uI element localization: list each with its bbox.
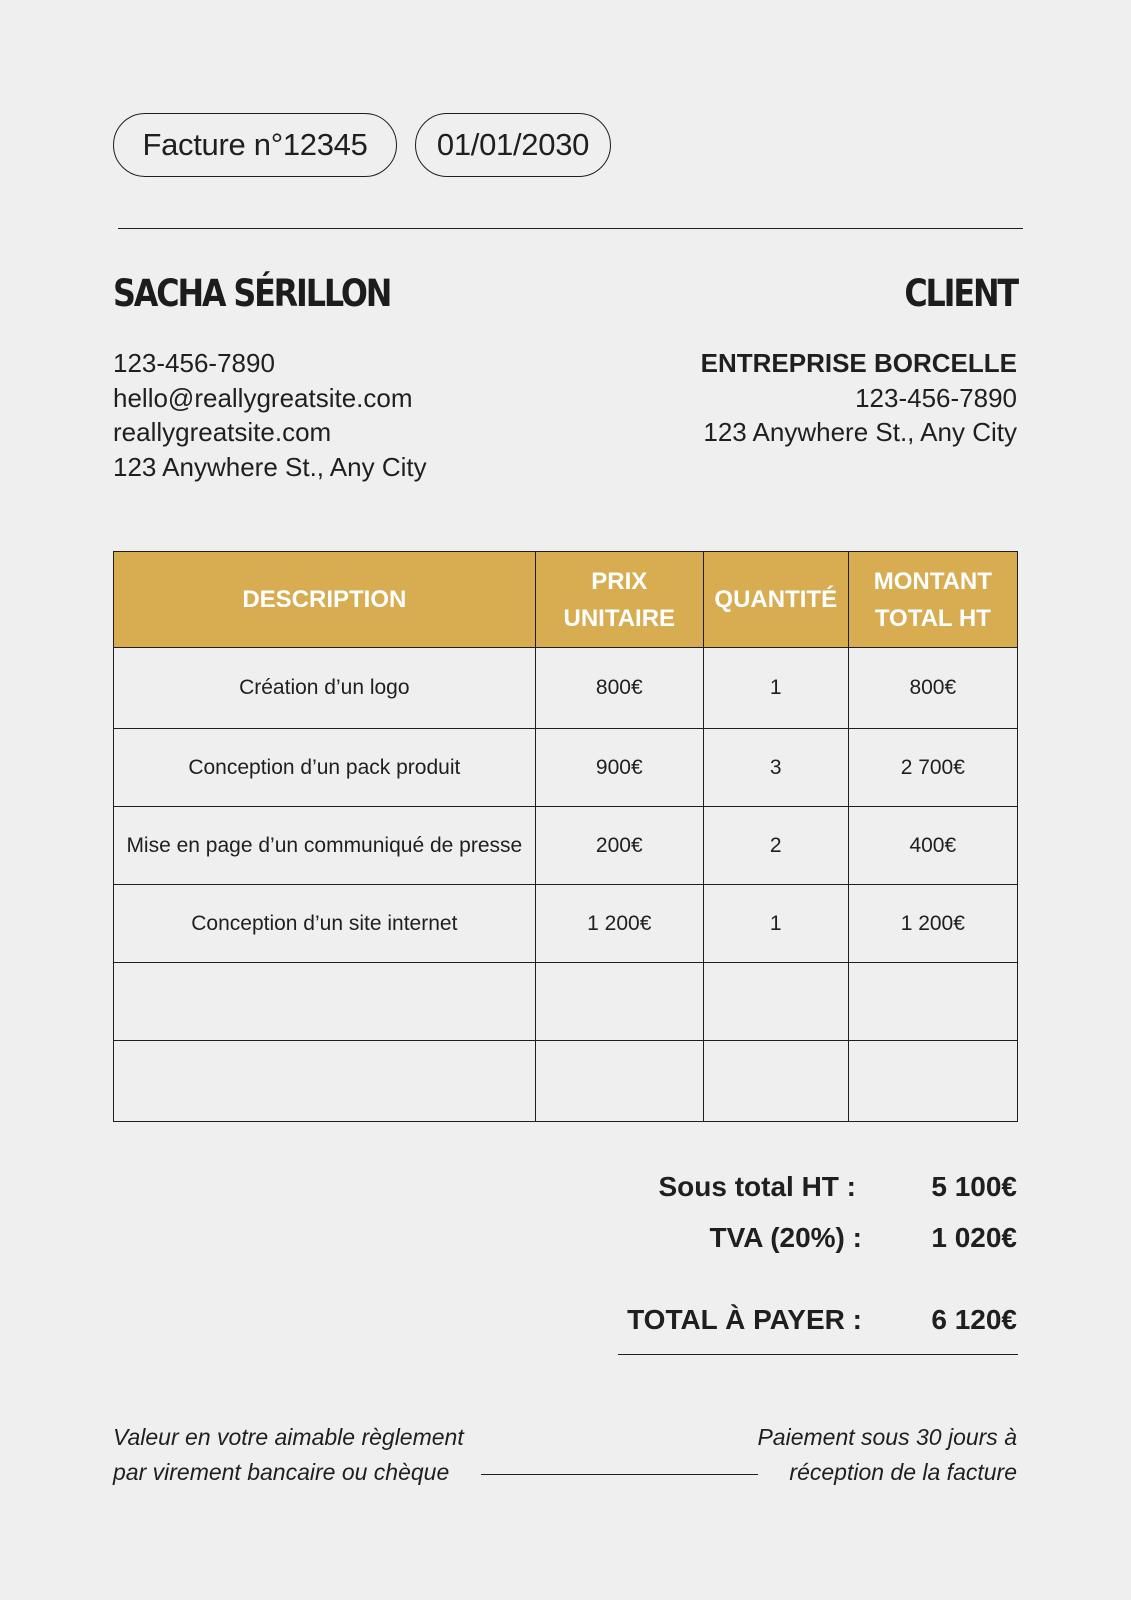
client-phone: 123-456-7890 [855, 382, 1017, 413]
cell-unit-price [535, 1041, 703, 1122]
total-underline [618, 1354, 1018, 1355]
cell-quantity [703, 1041, 848, 1122]
cell-description: Création d’un logo [114, 648, 536, 729]
column-header-description [114, 552, 536, 648]
sender-phone: 123-456-7890 [113, 348, 275, 378]
cell-unit-price: 800€ [535, 648, 703, 729]
cell-quantity: 2 [703, 807, 848, 885]
cell-total: 2 700€ [848, 729, 1017, 807]
payment-terms-line1: Paiement sous 30 jours à [757, 1424, 1017, 1450]
cell-total: 800€ [848, 648, 1017, 729]
table-row [114, 885, 1018, 963]
column-header-quantity-label: QUANTITÉ [714, 586, 838, 613]
payment-terms-note [757, 1420, 1017, 1490]
payment-method-line1: Valeur en votre aimable règlement [113, 1424, 464, 1450]
invoice-date-badge [415, 113, 611, 177]
client-company: ENTREPRISE BORCELLE [700, 348, 1017, 378]
cell-description: Conception d’un site internet [114, 885, 536, 963]
table-row [114, 807, 1018, 885]
column-header-total-line1: MONTANT [873, 567, 992, 595]
table-row [114, 648, 1018, 729]
cell-total: 400€ [848, 807, 1017, 885]
cell-quantity [703, 963, 848, 1041]
invoice-items-table [113, 551, 1018, 1122]
cell-unit-price: 900€ [535, 729, 703, 807]
cell-unit-price: 200€ [535, 807, 703, 885]
invoice-number: Facture n°12345 [142, 127, 368, 162]
tva-value: 1 020€ [931, 1222, 1017, 1253]
cell-unit-price [535, 963, 703, 1041]
payment-method-note [113, 1420, 464, 1490]
tva-label: TVA (20%) : [709, 1222, 862, 1253]
cell-description: Mise en page d’un communiqué de presse [114, 807, 536, 885]
column-header-unit-price-line1: PRIX [591, 567, 648, 595]
client-address: 123 Anywhere St., Any City [703, 417, 1017, 447]
cell-description [114, 1041, 536, 1122]
grand-total-label: TOTAL À PAYER : [627, 1304, 862, 1335]
column-header-description-label: DESCRIPTION [242, 586, 407, 613]
column-header-quantity [703, 552, 848, 648]
table-row [114, 1041, 1018, 1122]
table-header-row [114, 552, 1018, 648]
invoice-date: 01/01/2030 [436, 127, 590, 162]
sender-email: hello@reallygreatsite.com [113, 382, 413, 413]
table-row [114, 963, 1018, 1041]
column-header-unit-price [535, 552, 703, 648]
invoice-number-badge [113, 113, 397, 177]
payment-method-line2: par virement bancaire ou chèque [113, 1459, 450, 1485]
subtotal-value: 5 100€ [931, 1171, 1017, 1202]
cell-unit-price: 1 200€ [535, 885, 703, 963]
footer-divider [481, 1474, 758, 1475]
cell-description: Conception d’un pack produit [114, 729, 536, 807]
header-divider [118, 228, 1023, 229]
client-title: CLIENT [904, 272, 1017, 315]
column-header-unit-price-line2: UNITAIRE [563, 604, 676, 632]
cell-quantity: 1 [703, 885, 848, 963]
table-row [114, 729, 1018, 807]
cell-description [114, 963, 536, 1041]
sender-info [113, 346, 427, 484]
grand-total-value: 6 120€ [931, 1304, 1017, 1335]
column-header-total-line2: TOTAL HT [874, 604, 991, 632]
sender-name: SACHA SÉRILLON [113, 272, 391, 315]
cell-total [848, 963, 1017, 1041]
cell-quantity: 3 [703, 729, 848, 807]
sender-address: 123 Anywhere St., Any City [113, 451, 427, 482]
client-info [701, 346, 1017, 450]
cell-total: 1 200€ [848, 885, 1017, 963]
sender-website: reallygreatsite.com [113, 417, 332, 447]
cell-quantity: 1 [703, 648, 848, 729]
payment-terms-line2: réception de la facture [789, 1459, 1017, 1485]
column-header-total [848, 552, 1017, 648]
subtotal-label: Sous total HT : [658, 1171, 856, 1202]
cell-total [848, 1041, 1017, 1122]
